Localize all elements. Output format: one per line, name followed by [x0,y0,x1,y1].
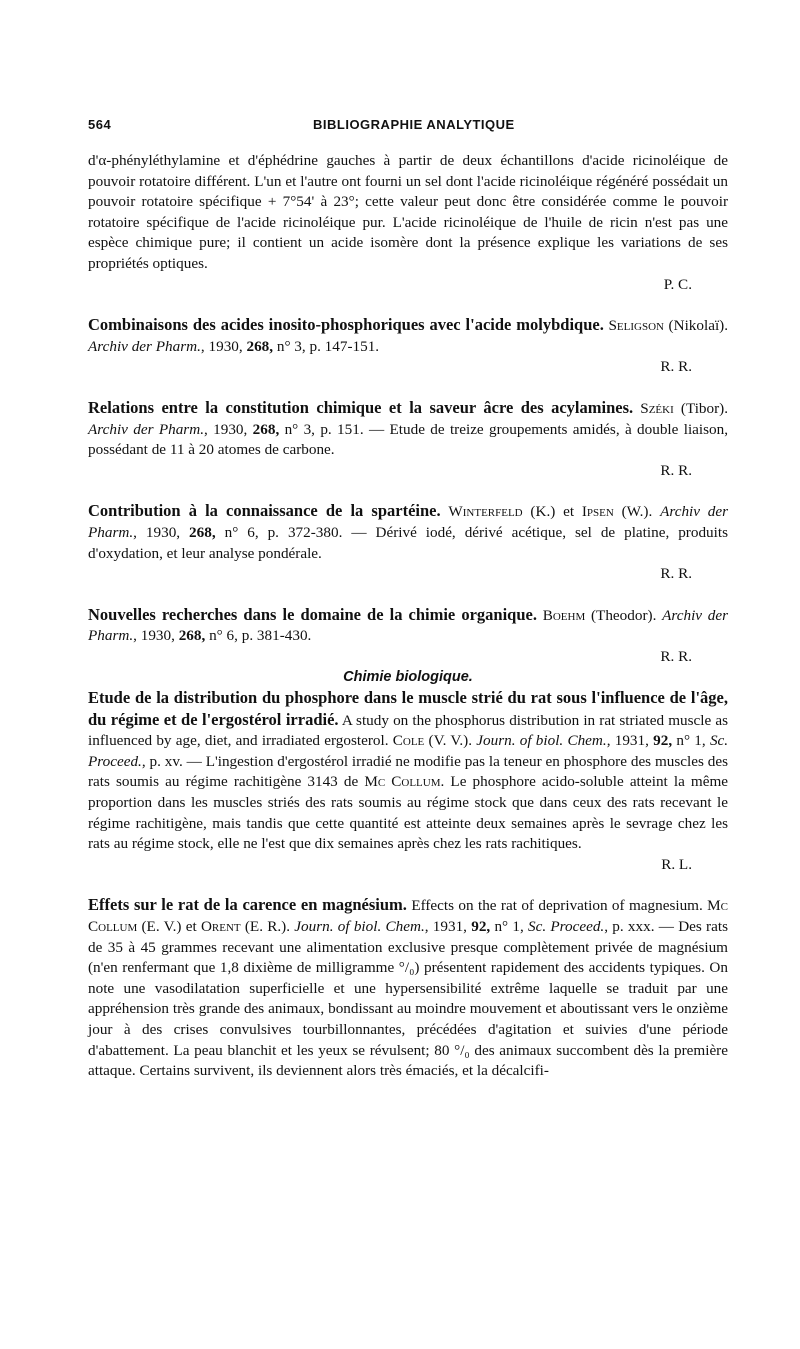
entry-text-continued: Le phosphore acido-soluble atteint la même proportion dans les muscles striés des rats soumis au régime stock que dans ceux des rats recevant le régime rachitigène, mais tandis que cette quantité est atteinte deux semaines après le sevrage chez les rats au régime stock, elle ne l'est que dix semaines après chez les rats rachitiques. [88,773,729,853]
entry-author-first: (E. V.) et [141,918,197,935]
entry-pages: n° 6, p. 381-430. [209,627,312,645]
entry-author: Winterfeld [448,503,523,521]
page-number: 564 [88,117,112,132]
entry-signature: R. R. [660,647,692,665]
bibliography-entry [88,605,728,668]
entry-title: Effets sur le rat de la carence en magnésium. [88,895,407,915]
entry-english-title: A study on the phosphorus distribution in rat striated muscle as influenced by age, diet, and irradiated ergosterol. [88,711,728,750]
entry-proceed-page: , p. xxx. [604,918,655,935]
entry-pages: n° 3, p. 151. [284,420,364,438]
entry-year: , 1931, [424,918,467,935]
entry-volume: 92, [471,918,491,935]
entry-author: Cole [392,732,425,750]
entry-author2: Ipsen [581,503,614,521]
entry-journal: Archiv der Pharm. [88,420,204,438]
bibliography-entry [88,501,728,584]
entry-author: Széki [640,399,674,417]
entry-volume: 268, [178,627,206,645]
intro-paragraph: d'α-phényléthylamine et d'éphédrine gauches à partir de deux échantillons d'acide ricinoléique de pouvoir rotatoire différent. L'un et l'autre ont fourni un sel dont l'acide ricinoléique régénéré possédait un pouvoir rotatoire spécifique + 7°54' à 23°; cette valeur peut donc être considérée comme le pouvoir rotatoire spécifique de l'acide ricinoléique pur. L'acide ricinoléique de l'huile de ricin n'est pas une espèce chimique pure; il contient un acide isomère dont la présence explique les variations de ses propriétés optiques. [88,152,728,272]
entry-author2: Orent [200,918,241,935]
entry-pages: n° 6, p. 372-380. [224,523,343,541]
entry-author-first: (Nikolaï). [668,317,729,335]
entry-title: Combinaisons des acides inosito-phosphoriques avec l'acide molybdique. [88,315,604,335]
entry-journal: Archiv der Pharm. [88,337,201,355]
running-title: BIBLIOGRAPHIE ANALYTIQUE [313,117,515,132]
entry-text: — Dérivé iodé, dérivé acétique, sel de platine, produits d'oxydation, et leur analyse pondérale. [88,523,728,562]
bibliography-entry [88,688,728,875]
entry-text: — Des rats de 35 à 45 grammes recevant une alimentation exclusive presque complètement privée de magnésium (n'en renfermant que 1,8 dixième de milligramme °/₀) présentent rapidement des accidents typiques. On note une vasodilatation superficielle et une hypersensibilité extrême laquelle se traduit par une appréhension très grande des animaux, bondissant au moindre mouvement et aboutissant vers le onzième jour à des crises convulsives tourbillonnantes, précédées d'agitation et suivies d'une période d'abattement. La peau blanchit et les yeux se révulsent; 80 °/₀ des animaux succombent dès la première attaque. Certains survivent, ils deviennent alors très émaciés, et la décalcifi- [88,918,728,1080]
entry-signature: R. R. [660,358,692,376]
entry-year: , 1931, [606,732,649,750]
bibliography-entry [88,315,728,378]
entry-volume: 268, [246,337,274,355]
entry-proceed-page: , p. xv. [141,752,183,770]
entry-proceed: Sc. Proceed. [88,732,729,770]
entry-journal: Archiv der Pharm. [88,606,729,645]
page-header [88,117,728,137]
entry-text: — L'ingestion d'ergostérol irradié ne modifie pas la teneur en phosphore des muscles des rats soumis au régime rachitigène 3143 de [88,752,729,791]
bibliography-entry [88,398,728,481]
section-heading: Chimie biologique. [343,669,473,686]
entry-proceed: Sc. Proceed. [528,918,605,935]
intro-signature: P. C. [663,275,692,293]
entry-volume: 268, [189,523,216,541]
entry-title: Relations entre la constitution chimique et la saveur âcre des acylamines. [88,397,634,417]
entry-signature: R. L. [661,855,692,873]
entry-year: , 1930, [133,627,175,645]
bibliography-entry [88,895,728,1081]
entry-pages: n° 3, p. 147-151. [276,337,380,355]
entry-year: , 1930, [204,420,248,438]
entry-author2-first: (E. R.). [244,918,291,935]
entry-pages: n° 1, [676,732,706,750]
entry-text: — Etude de treize groupements amidés, à double liaison, possédant de 11 à 20 atomes de carbone. [88,420,729,459]
entry-author-first: (Theodor). [591,606,657,624]
entry-author2-first: (W.). [621,503,653,521]
entry-author: Seligson [608,317,664,335]
entry-title: Nouvelles recherches dans le domaine de la chimie organique. [88,604,537,624]
entry-signature: R. R. [660,461,692,479]
entry-author-first: (Tibor). [680,399,729,417]
entry-english-title: Effects on the rat of deprivation of magnesium. [411,897,703,915]
entry-journal: Journ. of biol. Chem. [476,732,607,750]
entry-year: , 1930, [200,337,243,355]
entry-author: Mc Collum [88,897,729,935]
entry-signature: R. R. [660,565,692,583]
entry-title: Etude de la distribution du phosphore dans le muscle strié du rat sous l'influence de l'âge, du régime et de l'ergostérol irradié. [88,688,728,729]
entry-journal: Journ. of biol. Chem. [294,918,425,935]
page-body [88,151,728,1082]
entry-volume: 268, [252,420,280,438]
entry-ref-author: Mc Collum. [364,773,445,791]
entry-journal: Archiv der Pharm. [88,503,729,541]
entry-volume: 92, [653,732,673,750]
entry-author-first: (V. V.). [428,732,473,750]
entry-author-first: (K.) et [530,503,575,521]
entry-pages: n° 1, [494,918,524,935]
entry-author: Boehm [542,606,586,624]
entry-year: , 1930, [133,523,181,541]
entry-title: Contribution à la connaissance de la spartéine. [88,501,441,521]
